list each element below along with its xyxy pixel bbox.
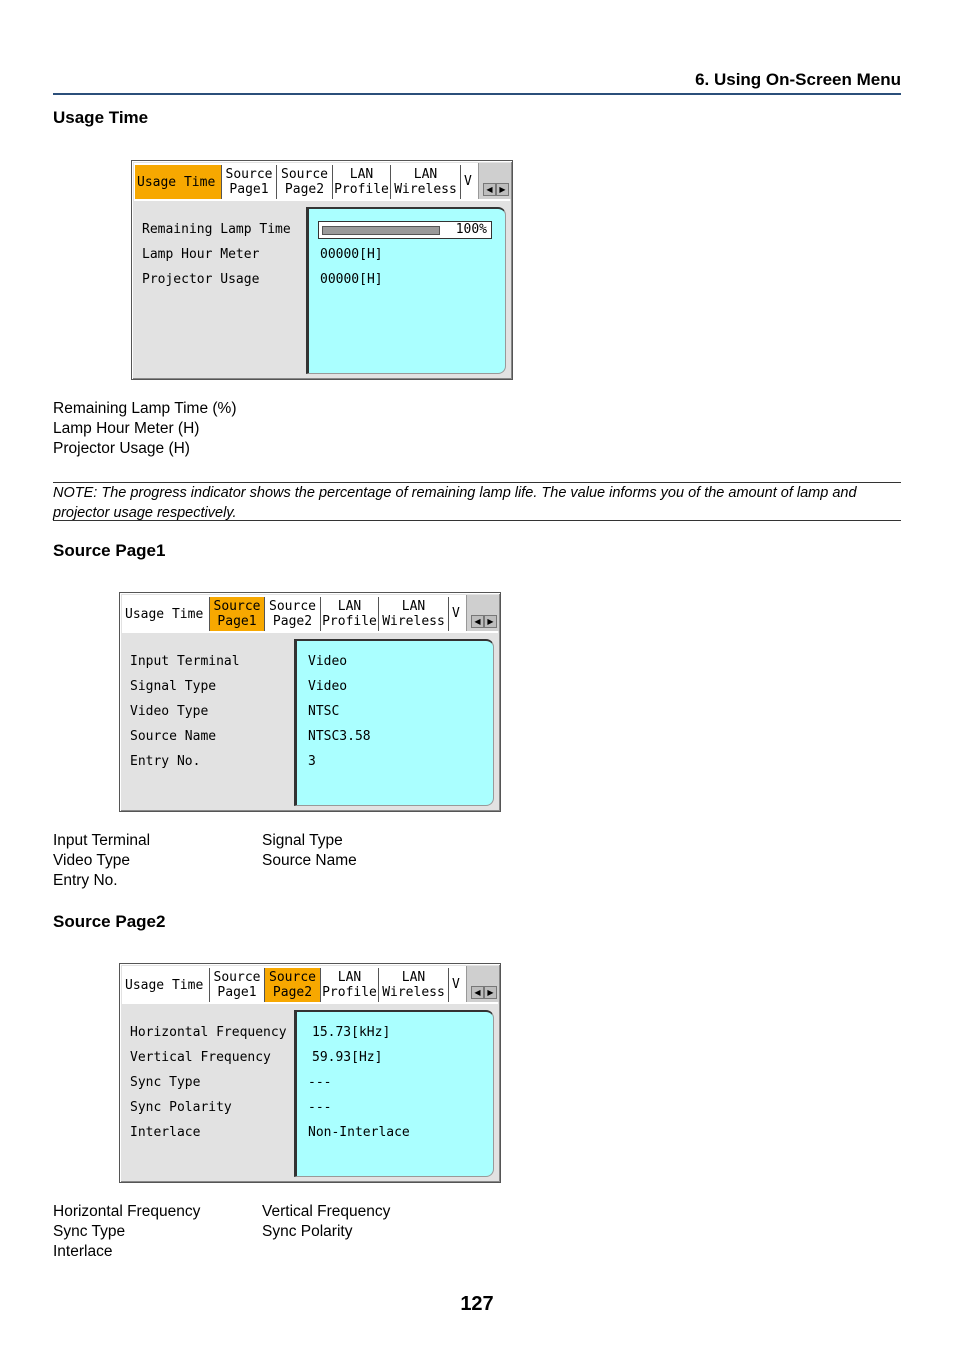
value-vertical-frequency: 59.93[Hz]	[312, 1050, 383, 1065]
desc-video-type: Video Type	[53, 852, 130, 869]
section-title-source-page1: Source Page1	[53, 541, 166, 560]
value-video-type: NTSC	[308, 704, 340, 719]
tab-strip	[134, 163, 510, 201]
label-input-terminal: Input Terminal	[130, 654, 240, 669]
arrow-left-icon[interactable]: ◀	[471, 615, 484, 628]
label-signal-type: Signal Type	[130, 679, 217, 694]
tab-strip	[122, 966, 498, 1004]
source2-description-col1	[53, 1202, 200, 1262]
desc-interlace: Interlace	[53, 1243, 113, 1260]
tab-source-page2[interactable]: Source Page2	[265, 968, 321, 1002]
desc-lamp-hour-meter: Lamp Hour Meter (H)	[53, 420, 200, 437]
source2-labels	[130, 1020, 287, 1145]
source-page1-panel	[119, 592, 501, 812]
tab-more[interactable]: V	[452, 606, 460, 621]
source1-labels	[130, 649, 240, 774]
source1-values	[308, 649, 371, 774]
tab-source-page1[interactable]: Source Page1	[210, 968, 265, 1002]
usage-description	[53, 399, 236, 459]
source1-description-col2	[262, 831, 357, 871]
source2-value-box	[294, 1010, 494, 1177]
value-signal-type: Video	[308, 679, 348, 694]
tab-lan-profile[interactable]: LAN Profile	[321, 597, 379, 631]
tab-source-page2[interactable]: Source Page2	[277, 165, 333, 199]
desc-input-terminal: Input Terminal	[53, 832, 151, 849]
usage-time-panel	[131, 160, 513, 380]
desc-entry-no: Entry No.	[53, 872, 118, 889]
label-sync-type: Sync Type	[130, 1075, 201, 1090]
label-video-type: Video Type	[130, 704, 209, 719]
value-sync-type: ---	[308, 1075, 332, 1090]
tab-lan-wireless[interactable]: LAN Wireless	[379, 968, 449, 1002]
desc-source-name: Source Name	[262, 852, 357, 869]
value-input-terminal: Video	[308, 654, 348, 669]
arrow-left-icon[interactable]: ◀	[471, 986, 484, 999]
desc-remaining-lamp-time: Remaining Lamp Time (%)	[53, 400, 237, 417]
arrow-right-icon[interactable]: ▶	[496, 183, 509, 196]
page-number: 127	[460, 1293, 494, 1315]
desc-sync-type: Sync Type	[53, 1223, 126, 1240]
tab-usage-time[interactable]: Usage Time	[123, 597, 210, 631]
tab-scroll	[466, 966, 499, 1002]
value-projector-usage: 00000[H]	[320, 272, 383, 287]
tab-more[interactable]: V	[452, 977, 460, 992]
arrow-right-icon[interactable]: ▶	[484, 615, 497, 628]
usage-note: NOTE: The progress indicator shows the percentage of remaining lamp life. The value informs you of the amount of lamp and projector usage respectively.	[53, 482, 901, 521]
tab-lan-wireless[interactable]: LAN Wireless	[379, 597, 449, 631]
progress-percent: 100%	[455, 222, 487, 237]
value-lamp-hour-meter: 00000[H]	[320, 247, 383, 262]
value-entry-no: 3	[308, 754, 316, 769]
tab-strip	[122, 595, 498, 633]
tab-source-page1[interactable]: Source Page1	[222, 165, 277, 199]
desc-horizontal-frequency: Horizontal Frequency	[53, 1203, 201, 1220]
tab-more[interactable]: V	[464, 174, 472, 189]
label-interlace: Interlace	[130, 1125, 201, 1140]
label-vertical-frequency: Vertical Frequency	[130, 1050, 271, 1065]
source1-value-box	[294, 639, 494, 806]
tab-usage-time[interactable]: Usage Time	[123, 968, 210, 1002]
desc-vertical-frequency: Vertical Frequency	[262, 1203, 391, 1220]
header-rule	[53, 93, 901, 95]
tab-scroll	[466, 595, 499, 631]
usage-values	[320, 242, 383, 292]
desc-sync-polarity: Sync Polarity	[262, 1223, 353, 1240]
tab-usage-time[interactable]: Usage Time	[135, 165, 222, 199]
label-horizontal-frequency: Horizontal Frequency	[130, 1025, 287, 1040]
progress-track	[322, 226, 440, 235]
label-projector-usage: Projector Usage	[142, 272, 260, 287]
lamp-progress-bar	[318, 221, 492, 239]
label-entry-no: Entry No.	[130, 754, 201, 769]
label-remaining-lamp-time: Remaining Lamp Time	[142, 222, 291, 237]
tab-lan-wireless[interactable]: LAN Wireless	[391, 165, 461, 199]
tab-source-page1[interactable]: Source Page1	[210, 597, 265, 631]
tab-source-page2[interactable]: Source Page2	[265, 597, 321, 631]
tab-lan-profile[interactable]: LAN Profile	[333, 165, 391, 199]
value-horizontal-frequency: 15.73[kHz]	[312, 1025, 391, 1040]
progress-fill	[323, 227, 439, 234]
value-interlace: Non-Interlace	[308, 1125, 410, 1140]
source1-description-col1	[53, 831, 150, 891]
desc-signal-type: Signal Type	[262, 832, 343, 849]
tab-scroll	[478, 163, 511, 199]
tab-lan-profile[interactable]: LAN Profile	[321, 968, 379, 1002]
section-title-source-page2: Source Page2	[53, 912, 166, 931]
label-sync-polarity: Sync Polarity	[130, 1100, 232, 1115]
value-source-name: NTSC3.58	[308, 729, 371, 744]
value-sync-polarity: ---	[308, 1100, 332, 1115]
source-page2-panel	[119, 963, 501, 1183]
usage-labels	[142, 217, 291, 292]
label-lamp-hour-meter: Lamp Hour Meter	[142, 247, 260, 262]
arrow-left-icon[interactable]: ◀	[483, 183, 496, 196]
desc-projector-usage: Projector Usage (H)	[53, 440, 190, 457]
arrow-right-icon[interactable]: ▶	[484, 986, 497, 999]
usage-value-box	[306, 207, 506, 374]
source2-description-col2	[262, 1202, 390, 1242]
section-title-usage-time: Usage Time	[53, 108, 149, 127]
label-source-name: Source Name	[130, 729, 217, 744]
chapter-title: 6. Using On-Screen Menu	[695, 70, 901, 89]
source2-values	[308, 1020, 410, 1145]
